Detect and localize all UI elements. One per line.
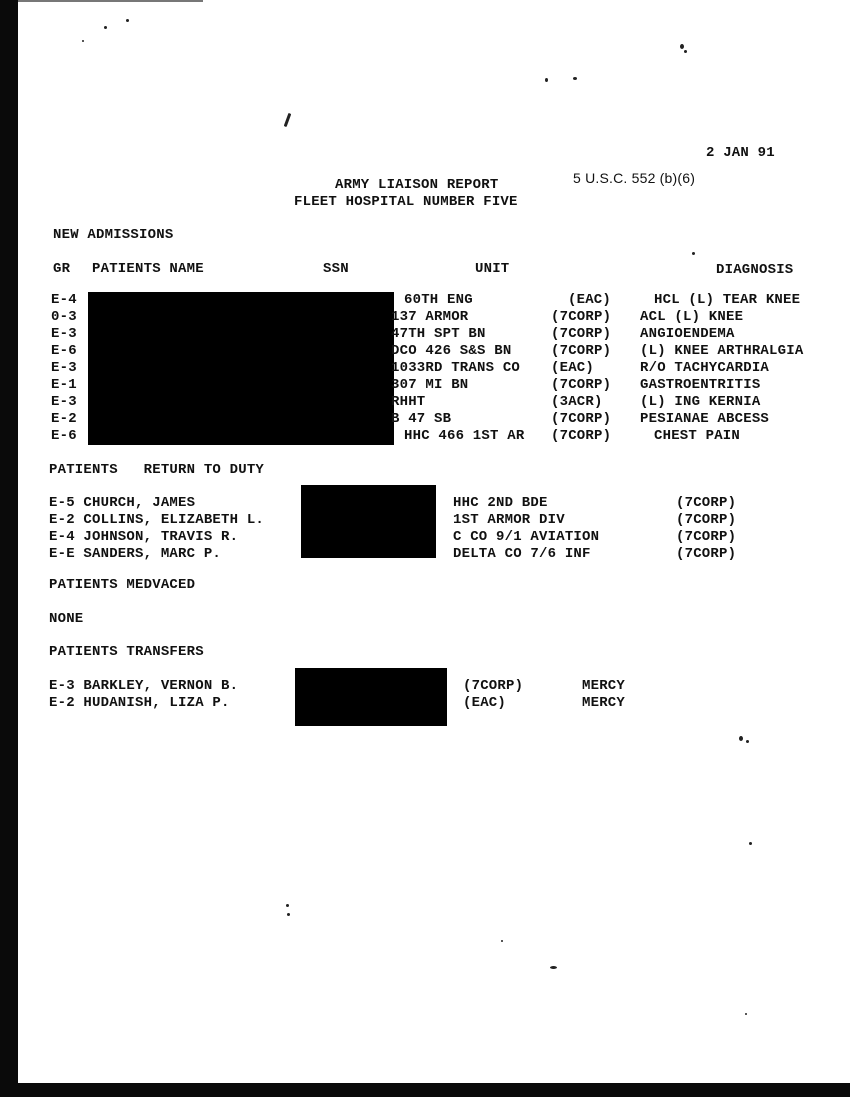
patient-entry: E-E SANDERS, MARC P. [49,546,222,562]
redaction-block [88,292,394,445]
row-corps: (EAC) [568,292,612,308]
transfer-destination: MERCY [582,695,626,711]
row-corps: (EAC) [551,360,595,376]
row-grade: E-6 [51,428,77,444]
row-grade: E-3 [51,326,77,342]
row-unit: 60TH ENG [404,292,473,308]
patient-corps: (7CORP) [463,678,524,694]
scan-border-bottom [0,1083,850,1097]
medvaced-heading: PATIENTS MEDVACED [49,577,196,593]
patient-corps: (7CORP) [676,529,737,545]
col-diagnosis: DIAGNOSIS [716,262,794,278]
col-gr: GR [53,261,71,277]
scan-edge-top [18,0,203,2]
row-grade: E-3 [51,394,77,410]
col-patient-name: PATIENTS NAME [92,261,204,277]
row-unit: 137 ARMOR [391,309,469,325]
foia-exemption-stamp: 5 U.S.C. 552 (b)(6) [573,170,696,186]
transfers-heading: PATIENTS TRANSFERS [49,644,204,660]
redaction-block [301,485,436,558]
patient-entry: E-3 BARKLEY, VERNON B. [49,678,239,694]
report-title: ARMY LIAISON REPORT [335,177,499,193]
row-diagnosis: ANGIOENDEMA [640,326,735,342]
row-grade: 0-3 [51,309,77,325]
row-diagnosis: ACL (L) KNEE [640,309,744,325]
admissions-heading: NEW ADMISSIONS [53,227,174,243]
row-unit: B 47 SB [391,411,452,427]
patient-corps: (7CORP) [676,546,737,562]
row-corps: (3ACR) [551,394,603,410]
row-corps: (7CORP) [551,428,612,444]
row-unit: DCO 426 S&S BN [391,343,512,359]
row-diagnosis: (L) ING KERNIA [640,394,761,410]
transfer-destination: MERCY [582,678,626,694]
medvaced-value: NONE [49,611,84,627]
row-corps: (7CORP) [551,411,612,427]
row-grade: E-4 [51,292,77,308]
row-diagnosis: CHEST PAIN [654,428,741,444]
row-corps: (7CORP) [551,309,612,325]
report-date: 2 JAN 91 [706,145,775,161]
row-diagnosis: HCL (L) TEAR KNEE [654,292,801,308]
redaction-block [295,668,447,726]
patient-unit: 1ST ARMOR DIV [453,512,565,528]
row-grade: E-2 [51,411,77,427]
row-unit: HHC 466 1ST AR [404,428,525,444]
patient-corps: (7CORP) [676,495,737,511]
row-grade: E-6 [51,343,77,359]
patient-entry: E-5 CHURCH, JAMES [49,495,196,511]
row-unit: 1033RD TRANS CO [391,360,521,376]
row-corps: (7CORP) [551,377,612,393]
row-grade: E-3 [51,360,77,376]
patient-unit: DELTA CO 7/6 INF [453,546,591,562]
patient-unit: C CO 9/1 AVIATION [453,529,600,545]
report-subtitle: FLEET HOSPITAL NUMBER FIVE [294,194,518,210]
scan-border-left [0,0,18,1097]
col-ssn: SSN [323,261,349,277]
patient-corps: (7CORP) [676,512,737,528]
row-unit: 307 MI BN [391,377,469,393]
patient-entry: E-4 JOHNSON, TRAVIS R. [49,529,239,545]
patient-entry: E-2 HUDANISH, LIZA P. [49,695,230,711]
col-unit: UNIT [475,261,510,277]
row-corps: (7CORP) [551,343,612,359]
row-unit: RHHT [391,394,426,410]
row-diagnosis: GASTROENTRITIS [640,377,761,393]
patient-unit: HHC 2ND BDE [453,495,548,511]
patient-corps: (EAC) [463,695,507,711]
row-diagnosis: (L) KNEE ARTHRALGIA [640,343,804,359]
row-corps: (7CORP) [551,326,612,342]
row-unit: 47TH SPT BN [391,326,486,342]
row-grade: E-1 [51,377,77,393]
return-to-duty-heading: PATIENTS RETURN TO DUTY [49,462,265,478]
row-diagnosis: R/O TACHYCARDIA [640,360,770,376]
row-diagnosis: PESIANAE ABCESS [640,411,770,427]
patient-entry: E-2 COLLINS, ELIZABETH L. [49,512,265,528]
